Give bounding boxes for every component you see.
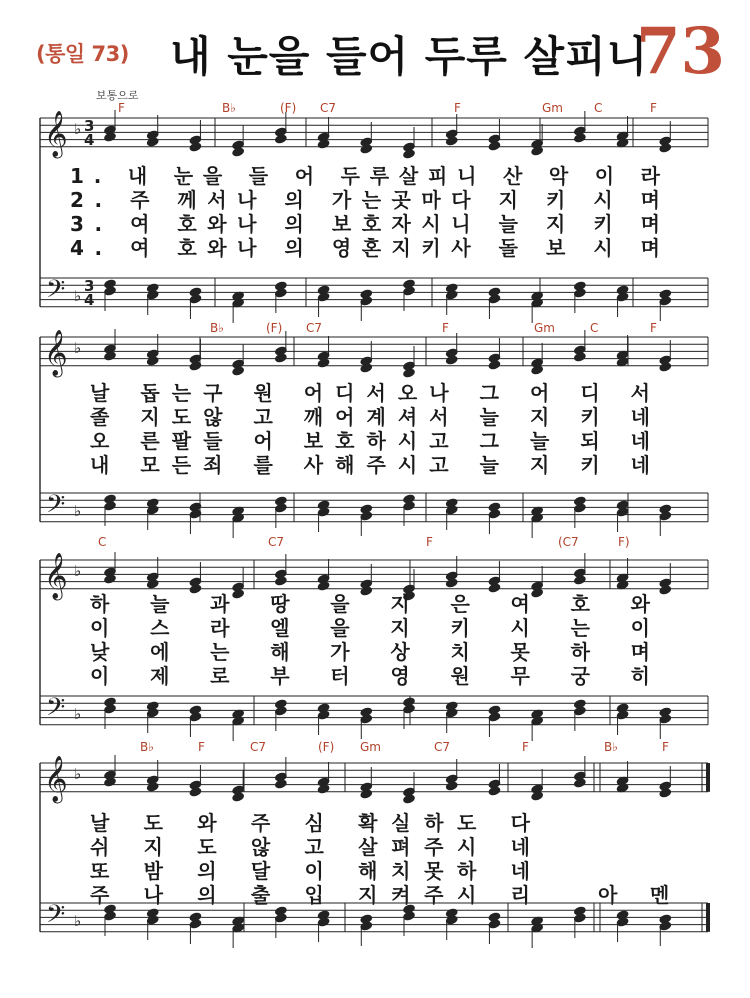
bass-clef-icon: 𝄢: [46, 900, 66, 935]
chord-symbol: B♭: [222, 101, 236, 115]
bass-staff: [40, 903, 708, 932]
lyric-line: 이 스 라 엘 을 지 키 시 는 이: [90, 616, 650, 640]
bass-clef-icon: 𝄢: [46, 490, 66, 525]
lyric-line: 내 모든죄 를 사해주시고 늘 지 키 네: [90, 453, 650, 477]
chord-symbol: Gm: [360, 740, 381, 754]
lyric-line: 이 제 로 부 터 영 원 무 궁 히: [90, 664, 650, 688]
chord-symbol: Gm: [534, 321, 555, 335]
chord-symbol: C: [98, 535, 107, 549]
treble-staff: [40, 560, 708, 589]
lyric-line: 2. 주 께서나 의 가는곳마다 지 키 시 며: [70, 188, 660, 212]
lyric-line: 오 른팔들 어 보호하시고 그 늘 되 네: [90, 429, 650, 453]
lyric-line: 하 늘 과 땅 을 지 은 여 호 와: [90, 592, 650, 616]
chord-symbol: F: [198, 740, 205, 754]
flat-icon: ♭: [74, 120, 82, 138]
chord-symbol: F: [650, 101, 657, 115]
chord-symbol: F: [118, 101, 125, 115]
chord-symbol: F: [426, 535, 433, 549]
chord-symbol: Gm: [542, 101, 563, 115]
lyric-line: 4. 여 호와나 의 영혼지키사 돌 보 시 며: [70, 236, 660, 260]
chord-symbol: B♭: [140, 740, 154, 754]
lyric-line: 낮 에 는 해 가 상 치 못 하 며: [90, 640, 650, 664]
amen-syllable: 아: [598, 883, 618, 907]
chord-symbol: (F): [280, 101, 297, 115]
flat-icon: ♭: [74, 765, 82, 783]
tempo-marking: 보통으로: [96, 89, 139, 102]
lyric-line: 쉬 지 도 않 고 살펴주시 네: [90, 835, 530, 859]
lyric-line: 날 돕는구 원 어디서오나 그 어 디 서: [90, 381, 650, 405]
treble-staff: [40, 118, 708, 147]
system-1: [44, 101, 708, 323]
time-signature: 3: [84, 277, 95, 295]
treble-clef-icon: 𝄞: [44, 756, 68, 802]
bass-staff: [40, 278, 708, 307]
time-signature: 4: [84, 131, 95, 149]
chord-symbol: F): [618, 535, 630, 549]
bass-staff: [40, 696, 708, 725]
flat-icon: ♭: [74, 502, 82, 520]
flat-icon: ♭: [74, 339, 82, 357]
chord-symbol: F: [662, 740, 669, 754]
chord-symbol: F: [442, 321, 449, 335]
system-2: [44, 321, 708, 538]
bass-clef-icon: 𝄢: [46, 693, 66, 728]
chord-symbol: B♭: [604, 740, 618, 754]
lyric-line: 주 나 의 출 입 지켜주시 리: [90, 883, 530, 907]
hymn-number: 73: [636, 14, 726, 89]
chord-symbol: C7: [320, 101, 337, 115]
chord-symbol: B♭: [210, 321, 224, 335]
chord-symbol: F: [454, 101, 461, 115]
treble-staff: [40, 337, 708, 366]
treble-clef-icon: 𝄞: [44, 553, 68, 599]
chord-symbol: C: [590, 321, 599, 335]
treble-staff: [40, 763, 708, 792]
time-signature: 4: [84, 291, 95, 309]
chord-symbol: (F): [266, 321, 283, 335]
lyric-line: 또 밤 의 달 이 해치못하 네: [90, 859, 530, 883]
flat-icon: ♭: [74, 562, 82, 580]
flat-icon: ♭: [74, 912, 82, 930]
flat-icon: ♭: [74, 705, 82, 723]
chord-symbol: F: [522, 740, 529, 754]
bass-clef-icon: 𝄢: [46, 275, 66, 310]
time-signature: 3: [84, 117, 95, 135]
flat-icon: ♭: [74, 287, 82, 305]
amen-syllable: 멘: [650, 883, 670, 907]
lyric-line: 졸 지도않 고 깨어계셔서 늘 지 키 네: [90, 405, 650, 429]
chord-symbol: C: [594, 101, 603, 115]
chord-symbol: C7: [268, 535, 285, 549]
chord-symbol: C7: [434, 740, 451, 754]
chord-symbol: (C7: [558, 535, 579, 549]
system-4: [44, 740, 708, 948]
lyric-line: 1. 내 눈을 들 어 두루살피니 산 악 이 라: [70, 164, 660, 188]
lyric-line: 3. 여 호와나 의 보호자시니 늘 지 키 며: [70, 212, 660, 236]
treble-clef-icon: 𝄞: [44, 330, 68, 376]
chord-symbol: C7: [250, 740, 267, 754]
bass-staff: [40, 493, 708, 522]
hymn-title: 내 눈을 들어 두루 살피니: [170, 32, 649, 81]
old-hymn-number: (통일 73): [36, 42, 129, 66]
chord-symbol: C7: [306, 321, 323, 335]
chord-symbol: F: [650, 321, 657, 335]
chord-symbol: (F): [318, 740, 335, 754]
treble-clef-icon: 𝄞: [44, 111, 68, 157]
lyric-line: 날 도 와 주 심 확실하도 다: [90, 811, 530, 835]
